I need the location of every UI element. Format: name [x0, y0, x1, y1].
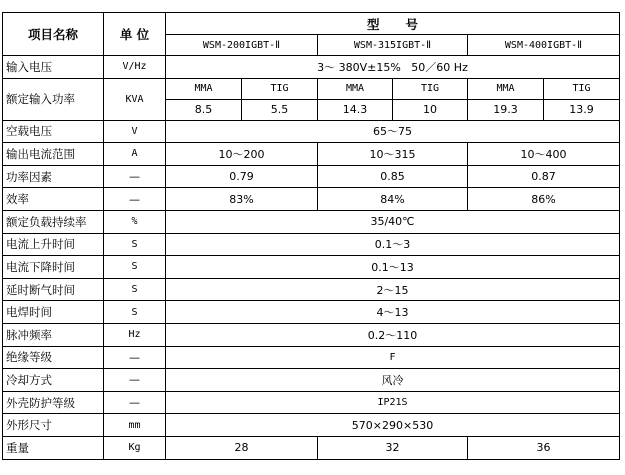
header-item-name: 项目名称 — [3, 13, 104, 56]
row-current-rise-time — [3, 233, 620, 256]
row-enclosure-protection — [3, 391, 620, 414]
row-value: 0.87 — [468, 165, 620, 188]
row-value: 570×290×530 — [166, 414, 620, 437]
row-unit: S — [104, 278, 166, 301]
row-label: 额定负载持续率 — [3, 210, 104, 233]
row-label: 脉冲频率 — [3, 323, 104, 346]
row-unit: V — [104, 120, 166, 143]
row-label: 输入电压 — [3, 56, 104, 79]
row-unit: V/Hz — [104, 56, 166, 79]
mode-label: TIG — [544, 78, 620, 99]
row-value: 28 — [166, 436, 318, 459]
row-label: 电焊时间 — [3, 301, 104, 324]
row-unit: S — [104, 233, 166, 256]
row-unit: — — [104, 346, 166, 369]
row-insulation-class — [3, 346, 620, 369]
row-value: 86% — [468, 188, 620, 211]
row-value: 0.1～13 — [166, 256, 620, 279]
power-value: 8.5 — [166, 99, 242, 120]
row-label: 空载电压 — [3, 120, 104, 143]
row-value: IP21S — [166, 391, 620, 414]
row-rated-input-power — [3, 78, 620, 99]
row-label: 外形尺寸 — [3, 414, 104, 437]
row-value: 10～400 — [468, 143, 620, 166]
row-value: 0.2～110 — [166, 323, 620, 346]
row-unit: Hz — [104, 323, 166, 346]
row-unit: — — [104, 165, 166, 188]
row-spot-weld-time — [3, 301, 620, 324]
row-input-voltage — [3, 56, 620, 79]
mode-label: MMA — [468, 78, 544, 99]
header-unit: 单 位 — [104, 13, 166, 56]
row-value: 3～ 380V±15% 50／60 Hz — [166, 56, 620, 79]
row-no-load-voltage — [3, 120, 620, 143]
row-label: 输出电流范围 — [3, 143, 104, 166]
row-value: 2～15 — [166, 278, 620, 301]
row-current-fall-time — [3, 256, 620, 279]
mode-label: MMA — [318, 78, 393, 99]
row-value: 4～13 — [166, 301, 620, 324]
row-value: 0.1～3 — [166, 233, 620, 256]
row-label: 电流下降时间 — [3, 256, 104, 279]
row-unit: KVA — [104, 78, 166, 120]
row-label: 功率因素 — [3, 165, 104, 188]
row-dimensions — [3, 414, 620, 437]
mode-label: MMA — [166, 78, 242, 99]
row-value: 32 — [318, 436, 468, 459]
spec-table — [2, 12, 620, 460]
row-rated-duty-cycle — [3, 210, 620, 233]
power-value: 14.3 — [318, 99, 393, 120]
row-label: 效率 — [3, 188, 104, 211]
header-model-315: WSM-315IGBT-Ⅱ — [318, 35, 468, 56]
header-model-group: 型 号 — [166, 13, 620, 35]
row-weight — [3, 436, 620, 459]
row-value: 0.79 — [166, 165, 318, 188]
row-efficiency — [3, 188, 620, 211]
row-unit: S — [104, 256, 166, 279]
row-power-factor — [3, 165, 620, 188]
row-label: 外壳防护等级 — [3, 391, 104, 414]
power-value: 13.9 — [544, 99, 620, 120]
row-unit: % — [104, 210, 166, 233]
row-post-gas-time — [3, 278, 620, 301]
header-row-1 — [3, 13, 620, 35]
row-cooling-method — [3, 369, 620, 392]
header-model-200: WSM-200IGBT-Ⅱ — [166, 35, 318, 56]
row-output-current-range — [3, 143, 620, 166]
row-label: 重量 — [3, 436, 104, 459]
row-value: 10～200 — [166, 143, 318, 166]
row-unit: Kg — [104, 436, 166, 459]
row-value: 83% — [166, 188, 318, 211]
row-unit: — — [104, 369, 166, 392]
row-value: 35/40℃ — [166, 210, 620, 233]
row-unit: A — [104, 143, 166, 166]
row-unit: S — [104, 301, 166, 324]
row-value: 65～75 — [166, 120, 620, 143]
row-label: 绝缘等级 — [3, 346, 104, 369]
row-label: 延时断气时间 — [3, 278, 104, 301]
header-model-400: WSM-400IGBT-Ⅱ — [468, 35, 620, 56]
row-pulse-frequency — [3, 323, 620, 346]
power-value: 5.5 — [242, 99, 318, 120]
mode-label: TIG — [242, 78, 318, 99]
row-unit: — — [104, 188, 166, 211]
row-label: 电流上升时间 — [3, 233, 104, 256]
row-unit: — — [104, 391, 166, 414]
row-value: 36 — [468, 436, 620, 459]
row-value: F — [166, 346, 620, 369]
mode-label: TIG — [393, 78, 468, 99]
row-value: 10～315 — [318, 143, 468, 166]
row-value: 84% — [318, 188, 468, 211]
row-label: 冷却方式 — [3, 369, 104, 392]
row-value: 0.85 — [318, 165, 468, 188]
row-value: 风冷 — [166, 369, 620, 392]
power-value: 19.3 — [468, 99, 544, 120]
row-label: 额定输入功率 — [3, 78, 104, 120]
power-value: 10 — [393, 99, 468, 120]
row-unit: mm — [104, 414, 166, 437]
